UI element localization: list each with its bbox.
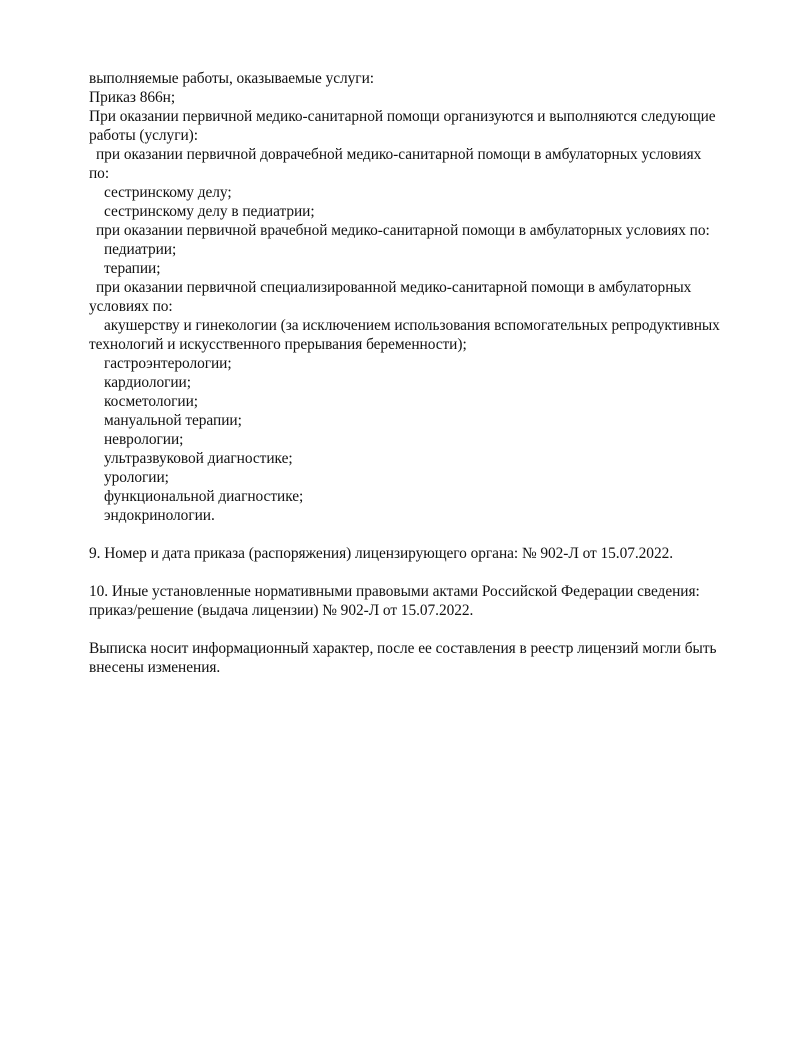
- service-item: кардиологии;: [104, 374, 191, 391]
- section-title-line: при оказании первичной доврачебной медико-санитарной помощи в амбулаторных условиях: [96, 146, 702, 163]
- service-item: косметологии;: [104, 393, 198, 410]
- service-item: неврологии;: [104, 431, 184, 448]
- item-10-line: 10. Иные установленные нормативными правовыми актами Российской Федерации сведения:: [89, 583, 700, 600]
- section-vrachebnaya: [89, 221, 749, 278]
- service-item: мануальной терапии;: [104, 412, 242, 429]
- service-item: педиатрии;: [104, 241, 177, 258]
- section-title-line: условиях по:: [89, 298, 173, 315]
- section-specialized: [89, 278, 749, 525]
- works-heading: выполняемые работы, оказываемые услуги:: [89, 70, 374, 87]
- section-title-line: при оказании первичной специализированной медико-санитарной помощи в амбулаторных: [96, 279, 692, 296]
- service-item: урологии;: [104, 469, 169, 486]
- order-reference: Приказ 866н;: [89, 89, 176, 106]
- service-item: ультразвуковой диагностике;: [104, 450, 293, 467]
- spacer: [89, 563, 749, 582]
- service-item-continuation: технологий и искусственного прерывания беременности);: [89, 336, 467, 353]
- section-title-line: при оказании первичной врачебной медико-санитарной помощи в амбулаторных условиях по:: [96, 222, 710, 239]
- item-9-order-number: 9. Номер и дата приказа (распоряжения) лицензирующего органа: № 902-Л от 15.07.2022.: [89, 545, 674, 562]
- section-title-line: по:: [89, 165, 110, 182]
- service-item: эндокринологии.: [104, 507, 215, 524]
- service-item: гастроэнтерологии;: [104, 355, 232, 372]
- spacer: [89, 620, 749, 639]
- item-10-line: приказ/решение (выдача лицензии) № 902-Л от 15.07.2022.: [89, 602, 474, 619]
- disclaimer-line: внесены изменения.: [89, 659, 221, 676]
- service-item: терапии;: [104, 260, 161, 277]
- spacer: [89, 525, 749, 544]
- service-item: функциональной диагностике;: [104, 488, 304, 505]
- document-body: [89, 69, 749, 677]
- section-prevrachebnaya: [89, 145, 749, 221]
- service-item: акушерству и гинекологии (за исключением использования вспомогательных репродуктивных: [104, 317, 720, 334]
- disclaimer-line: Выписка носит информационный характер, после ее составления в реестр лицензий могли быть: [89, 640, 717, 657]
- service-item: сестринскому делу в педиатрии;: [104, 203, 315, 220]
- service-item: сестринскому делу;: [104, 184, 232, 201]
- general-statement-line: работы (услуги):: [89, 127, 198, 144]
- general-statement-line: При оказании первичной медико-санитарной помощи организуются и выполняются следующие: [89, 108, 716, 125]
